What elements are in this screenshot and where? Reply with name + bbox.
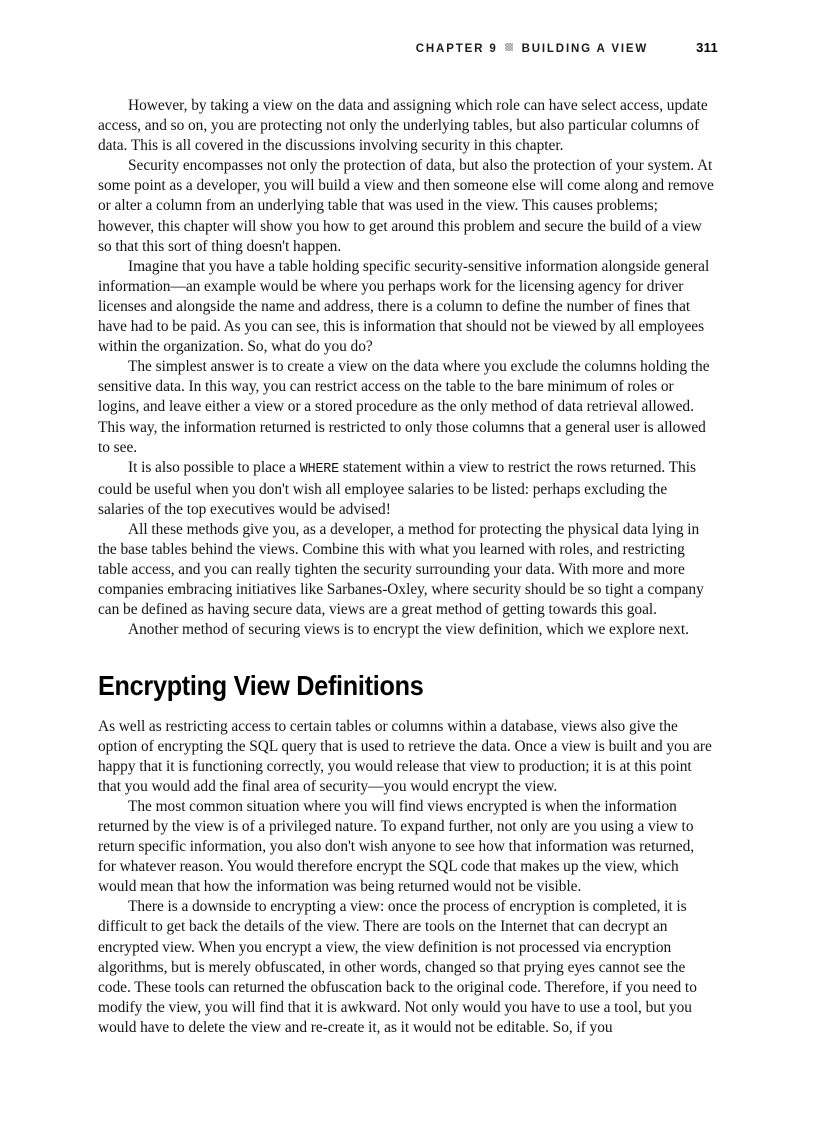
paragraph: There is a downside to encrypting a view: once the process of encryption is completed, it is difficult to get back the details of the view. There are tools on the Internet that can decrypt an encrypted view. When you encrypt a view, the view definition is not processed via encryption algorithms, but is merely obfuscated, in other words, changed so that prying eyes cannot see the code. These tools can returned the obfuscation back to the original code. Therefore, if you need to modify the view, you will find that it is awkward. Not only would you have to use a tool, but you would have to delete the view and re-create it, as it would not be editable. So, if you <box>98 898 697 1036</box>
section-heading-wrapper <box>98 671 714 701</box>
page-number: 311 <box>696 40 718 55</box>
paragraph: The simplest answer is to create a view on the data where you exclude the columns holding the sensitive data. In this way, you can restrict access on the table to the bare minimum of roles or logins, and leave either a view or a stored procedure as the only method of data retrieval allowed. This way, the information returned is restricted to only those columns that a general user is allowed to see. <box>98 358 710 456</box>
paragraph-text-before-code: It is also possible to place a <box>128 458 300 476</box>
paragraph: All these methods give you, as a developer, a method for protecting the physical data lying in the base tables behind the views. Combine this with what you learned with roles, and restricting table access, and you can really tighten the security surrounding your data. With more and more companies embracing initiatives like Sarbanes-Oxley, where security should be so tight a company can be defined as having secure data, views are a great method of getting towards this goal. <box>98 520 704 619</box>
paragraph-with-code <box>98 458 714 520</box>
body-column <box>98 96 714 1038</box>
inline-code-where: WHERE <box>299 461 339 477</box>
paragraph: Imagine that you have a table holding specific security-sensitive information alongside general information—an example would be where you perhaps work for the licensing agency for driver licenses and alongside the name and address, there is a column to define the number of fines that have had to be paid. As you can see, this is information that should not be viewed by all employees within the organization. So, what do you do? <box>98 257 710 356</box>
paragraph: Security encompasses not only the protection of data, but also the protection of your system. At some point as a developer, you will build a view and then someone else will come along and remove or alter a column from an underlying table that was used in the view. This causes problems; however, this chapter will show you how to get around this problem and secure the build of a view so that this sort of thing doesn't happen. <box>98 157 714 255</box>
paragraph: Another method of securing views is to encrypt the view definition, which we explore next. <box>128 621 689 639</box>
running-head <box>98 40 718 58</box>
paragraph-text-after-code: statement within a view to restrict the rows returned. This could be useful when you don't wish all employee salaries to be listed: perhaps excluding the salaries of the top executives would be advised! <box>98 458 696 518</box>
paragraph: The most common situation where you will find views encrypted is when the information returned by the view is of a privileged nature. To expand further, not only are you using a view to return specific information, you also don't wish anyone to see how that information was returned, for whatever reason. You would therefore encrypt the SQL code that makes up the view, which would mean that how the information was being returned would not be visible. <box>98 797 695 896</box>
checkered-square-icon <box>505 43 513 51</box>
paragraph: As well as restricting access to certain tables or columns within a database, views also give the option of encrypting the SQL query that is used to retrieve the data. Once a view is built and you are happy that it is functioning correctly, you would release that view to production; it is at this point that you would add the final area of security—you would encrypt the view. <box>98 717 712 795</box>
running-head-chapter: CHAPTER 9 <box>415 43 498 55</box>
running-head-title: BUILDING A VIEW <box>521 43 649 55</box>
section-heading: Encrypting View Definitions <box>98 669 424 701</box>
paragraph: However, by taking a view on the data and assigning which role can have select access, update access, and so on, you are protecting not only the underlying tables, but also particular columns of data. This is all covered in the discussions involving security in this chapter. <box>98 97 708 155</box>
